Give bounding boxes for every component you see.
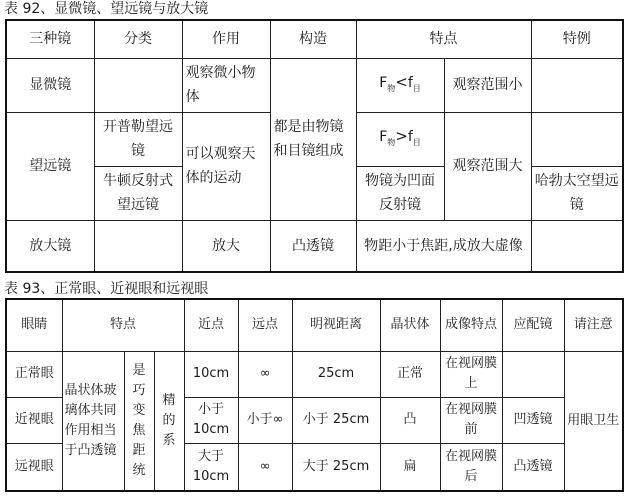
near-point-cell: 小于10cm: [184, 397, 238, 443]
telescope-special-example: 哈勃太空望远镜: [531, 166, 623, 220]
eye-types-table: [5, 298, 624, 492]
header-cell: 三种镜: [6, 20, 94, 58]
glasses-cell: 凸透镜: [502, 443, 564, 491]
far-point-cell: ∞: [238, 443, 292, 491]
magnifier-function: 放大: [182, 220, 270, 272]
header-cell: 构造: [270, 20, 356, 58]
table-93-caption: 表 93、正常眼、近视眼和远视眼: [4, 281, 209, 297]
header-cell: 分类: [94, 20, 182, 58]
telescope-feature-condition: [356, 112, 444, 166]
crystalline-lens-cell: 扁: [380, 443, 440, 491]
header-cell: 近点: [184, 299, 238, 351]
glasses-cell: 凹透镜: [502, 397, 564, 443]
telescope-type-newton: 牛顿反射式望远镜: [94, 166, 182, 220]
glasses-cell: [502, 351, 564, 397]
row-label-normal-eye: 正常眼: [6, 351, 62, 397]
header-cell: 远点: [238, 299, 292, 351]
viewing-distance-cell: 25cm: [292, 351, 380, 397]
row-label-magnifier: 放大镜: [6, 220, 94, 272]
objective-subscript: 物: [387, 83, 396, 93]
vertical-text: 精的系: [162, 392, 176, 448]
far-point-cell: 小于∞: [238, 397, 292, 443]
focal-symbol: F: [379, 128, 388, 145]
header-cell: 作用: [182, 20, 270, 58]
row-label-microscope: 显微镜: [6, 58, 94, 112]
empty-cell: [94, 220, 182, 272]
comparison-operator: <: [395, 72, 408, 91]
row-label-myopia: 近视眼: [6, 397, 62, 443]
telescope-type-kepler: 开普勒望远镜: [94, 112, 182, 166]
microscope-feature-condition: [356, 58, 444, 112]
crystalline-lens-cell: 正常: [380, 351, 440, 397]
comparison-operator: >: [395, 126, 408, 145]
focal-symbol: f: [407, 128, 413, 145]
shared-structure: 都是由物镜和目镜组成: [270, 58, 356, 220]
header-cell: 明视距离: [292, 299, 380, 351]
magnifier-feature: 物距小于焦距,成放大虚像: [356, 220, 531, 272]
telescope-feature-effect: 观察范围大: [444, 112, 531, 220]
near-point-cell: 10cm: [184, 351, 238, 397]
trait-vertical-text-1: [124, 351, 154, 491]
eyepiece-subscript: 目: [412, 137, 421, 147]
trait-vertical-text-2: [154, 351, 184, 491]
header-cell: 请注意: [564, 299, 623, 351]
focal-symbol: F: [379, 74, 388, 91]
header-cell: 晶状体: [380, 299, 440, 351]
far-point-cell: ∞: [238, 351, 292, 397]
trait-lens-vitreous: 晶状体玻璃体共同作用相当于凸透镜: [62, 351, 124, 491]
header-cell: 特点: [356, 20, 531, 58]
objective-subscript: 物: [387, 137, 396, 147]
header-cell: 应配镜: [502, 299, 564, 351]
row-label-telescope: 望远镜: [6, 112, 94, 220]
viewing-distance-cell: 小于 25cm: [292, 397, 380, 443]
empty-cell: [531, 220, 623, 272]
header-cell: 眼睛: [6, 299, 62, 351]
header-cell: 特点: [62, 299, 184, 351]
magnifier-structure: 凸透镜: [270, 220, 356, 272]
image-position-cell: 在视网膜前: [440, 397, 502, 443]
viewing-distance-cell: 大于 25cm: [292, 443, 380, 491]
header-cell: 特例: [531, 20, 623, 58]
row-label-hyperopia: 远视眼: [6, 443, 62, 491]
microscope-function: 观察微小物体: [182, 58, 270, 112]
image-position-cell: 在视网膜上: [440, 351, 502, 397]
header-cell: 成像特点: [440, 299, 502, 351]
optics-instruments-table: [5, 19, 624, 273]
empty-cell: [531, 58, 623, 112]
near-point-cell: 大于10cm: [184, 443, 238, 491]
microscope-feature-effect: 观察范围小: [444, 58, 531, 112]
vertical-text: 是巧变焦距统: [132, 362, 146, 478]
note-eye-hygiene: 用眼卫生: [564, 351, 623, 491]
focal-symbol: f: [407, 74, 413, 91]
eyepiece-subscript: 目: [412, 83, 421, 93]
table-92-caption: 表 92、显微镜、望远镜与放大镜: [4, 1, 209, 17]
telescope-feature-note: 物镜为凹面反射镜: [356, 166, 444, 220]
crystalline-lens-cell: 凸: [380, 397, 440, 443]
telescope-function: 可以观察天体的运动: [182, 112, 270, 220]
image-position-cell: 在视网膜后: [440, 443, 502, 491]
empty-cell: [531, 112, 623, 166]
empty-cell: [94, 58, 182, 112]
